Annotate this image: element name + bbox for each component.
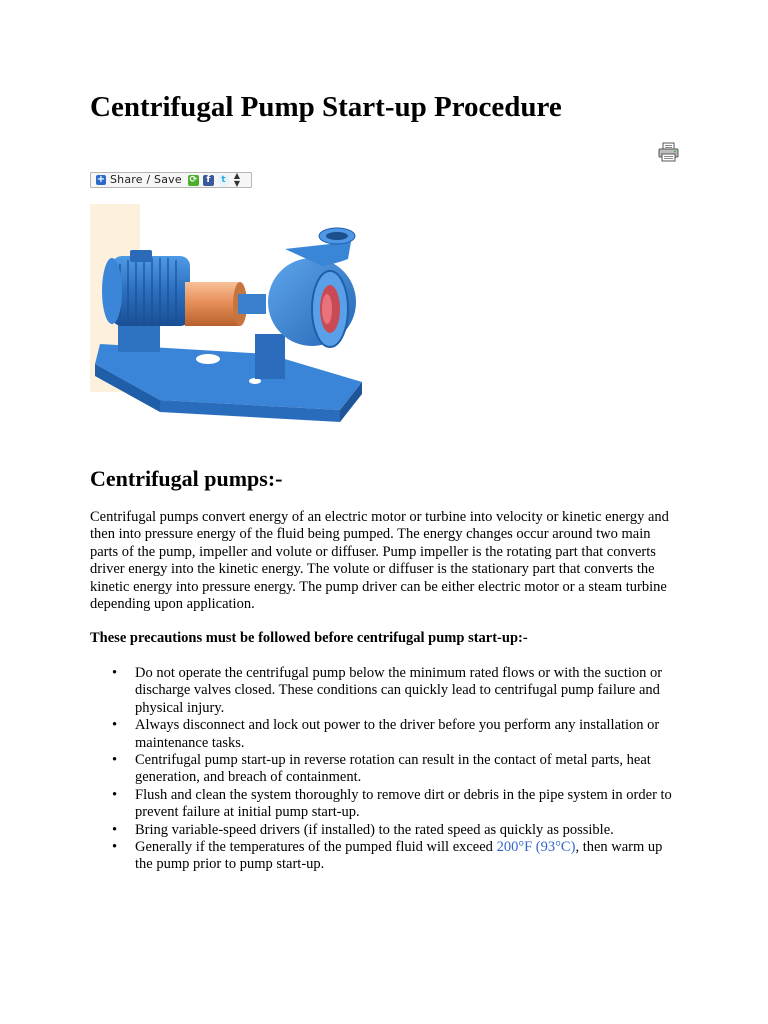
bullet-icon: • [112, 839, 118, 856]
share-save-label: Share / Save [110, 173, 182, 186]
bullet-icon: • [112, 786, 118, 803]
bullet-icon: • [112, 821, 118, 838]
list-item [90, 787, 682, 822]
list-item [90, 839, 682, 874]
bullet-icon: • [112, 717, 118, 734]
green-share-icon[interactable]: ⟳ [189, 174, 198, 185]
list-item-text: Flush and clean the system thoroughly to remove dirt or debris in the pipe system in order to prevent failure at initial pump start-up. [135, 786, 672, 821]
share-save-button[interactable] [90, 172, 252, 188]
updown-arrows-icon[interactable]: ▲ ▼ [233, 171, 240, 188]
page-title: Centrifugal Pump Start-up Procedure [90, 91, 562, 123]
list-item-text: Do not operate the centrifugal pump below the minimum rated flows or with the suction or discharge valves closed. These conditions can quickly lead to centrifugal pump failure and physical injury. [135, 665, 663, 716]
temperature-link[interactable]: 200°F (93°C) [496, 839, 576, 856]
share-plus-icon: + [96, 174, 106, 185]
list-item [90, 752, 682, 787]
precautions-heading: These precautions must be followed before centrifugal pump start-up:- [90, 630, 528, 646]
print-button[interactable] [657, 141, 680, 163]
list-item-text: Centrifugal pump start-up in reverse rotation can result in the contact of metal parts, heat generation, and breach of containment. [135, 752, 651, 786]
printer-icon [657, 141, 680, 163]
section-heading: Centrifugal pumps:- [90, 466, 283, 491]
intro-paragraph: Centrifugal pumps convert energy of an electric motor or turbine into velocity or kinetic energy and then into pressure energy of the fluid being pumped. The energy changes occur around two main parts of the pump, impeller and volute or diffuser. Pump impeller is the rotating part that converts driver energy into the kinetic energy. The volute or diffuser is the stationary part that converts the kinetic energy into pressure energy. The pump driver can be either electric motor or a steam turbine depending upon application. [90, 509, 669, 613]
list-item-text-after: , then warm up the pump prior to pump start-up. [135, 839, 663, 873]
list-item-text: Bring variable-speed drivers (if installed) to the rated speed as quickly as possible. [135, 821, 614, 838]
list-item-text-before: Generally if the temperatures of the pumped fluid will exceed [135, 839, 497, 856]
precautions-list [90, 665, 682, 874]
list-item [90, 822, 682, 839]
list-item [90, 717, 682, 752]
twitter-icon[interactable]: t [218, 175, 229, 186]
bullet-icon: • [112, 752, 118, 769]
bullet-icon: • [112, 665, 118, 681]
list-item [90, 665, 682, 717]
facebook-icon[interactable]: f [203, 175, 214, 186]
centrifugal-pump-illustration [90, 204, 368, 430]
list-item-text: Always disconnect and lock out power to the driver before you perform any installation or maintenance tasks. [135, 717, 660, 751]
